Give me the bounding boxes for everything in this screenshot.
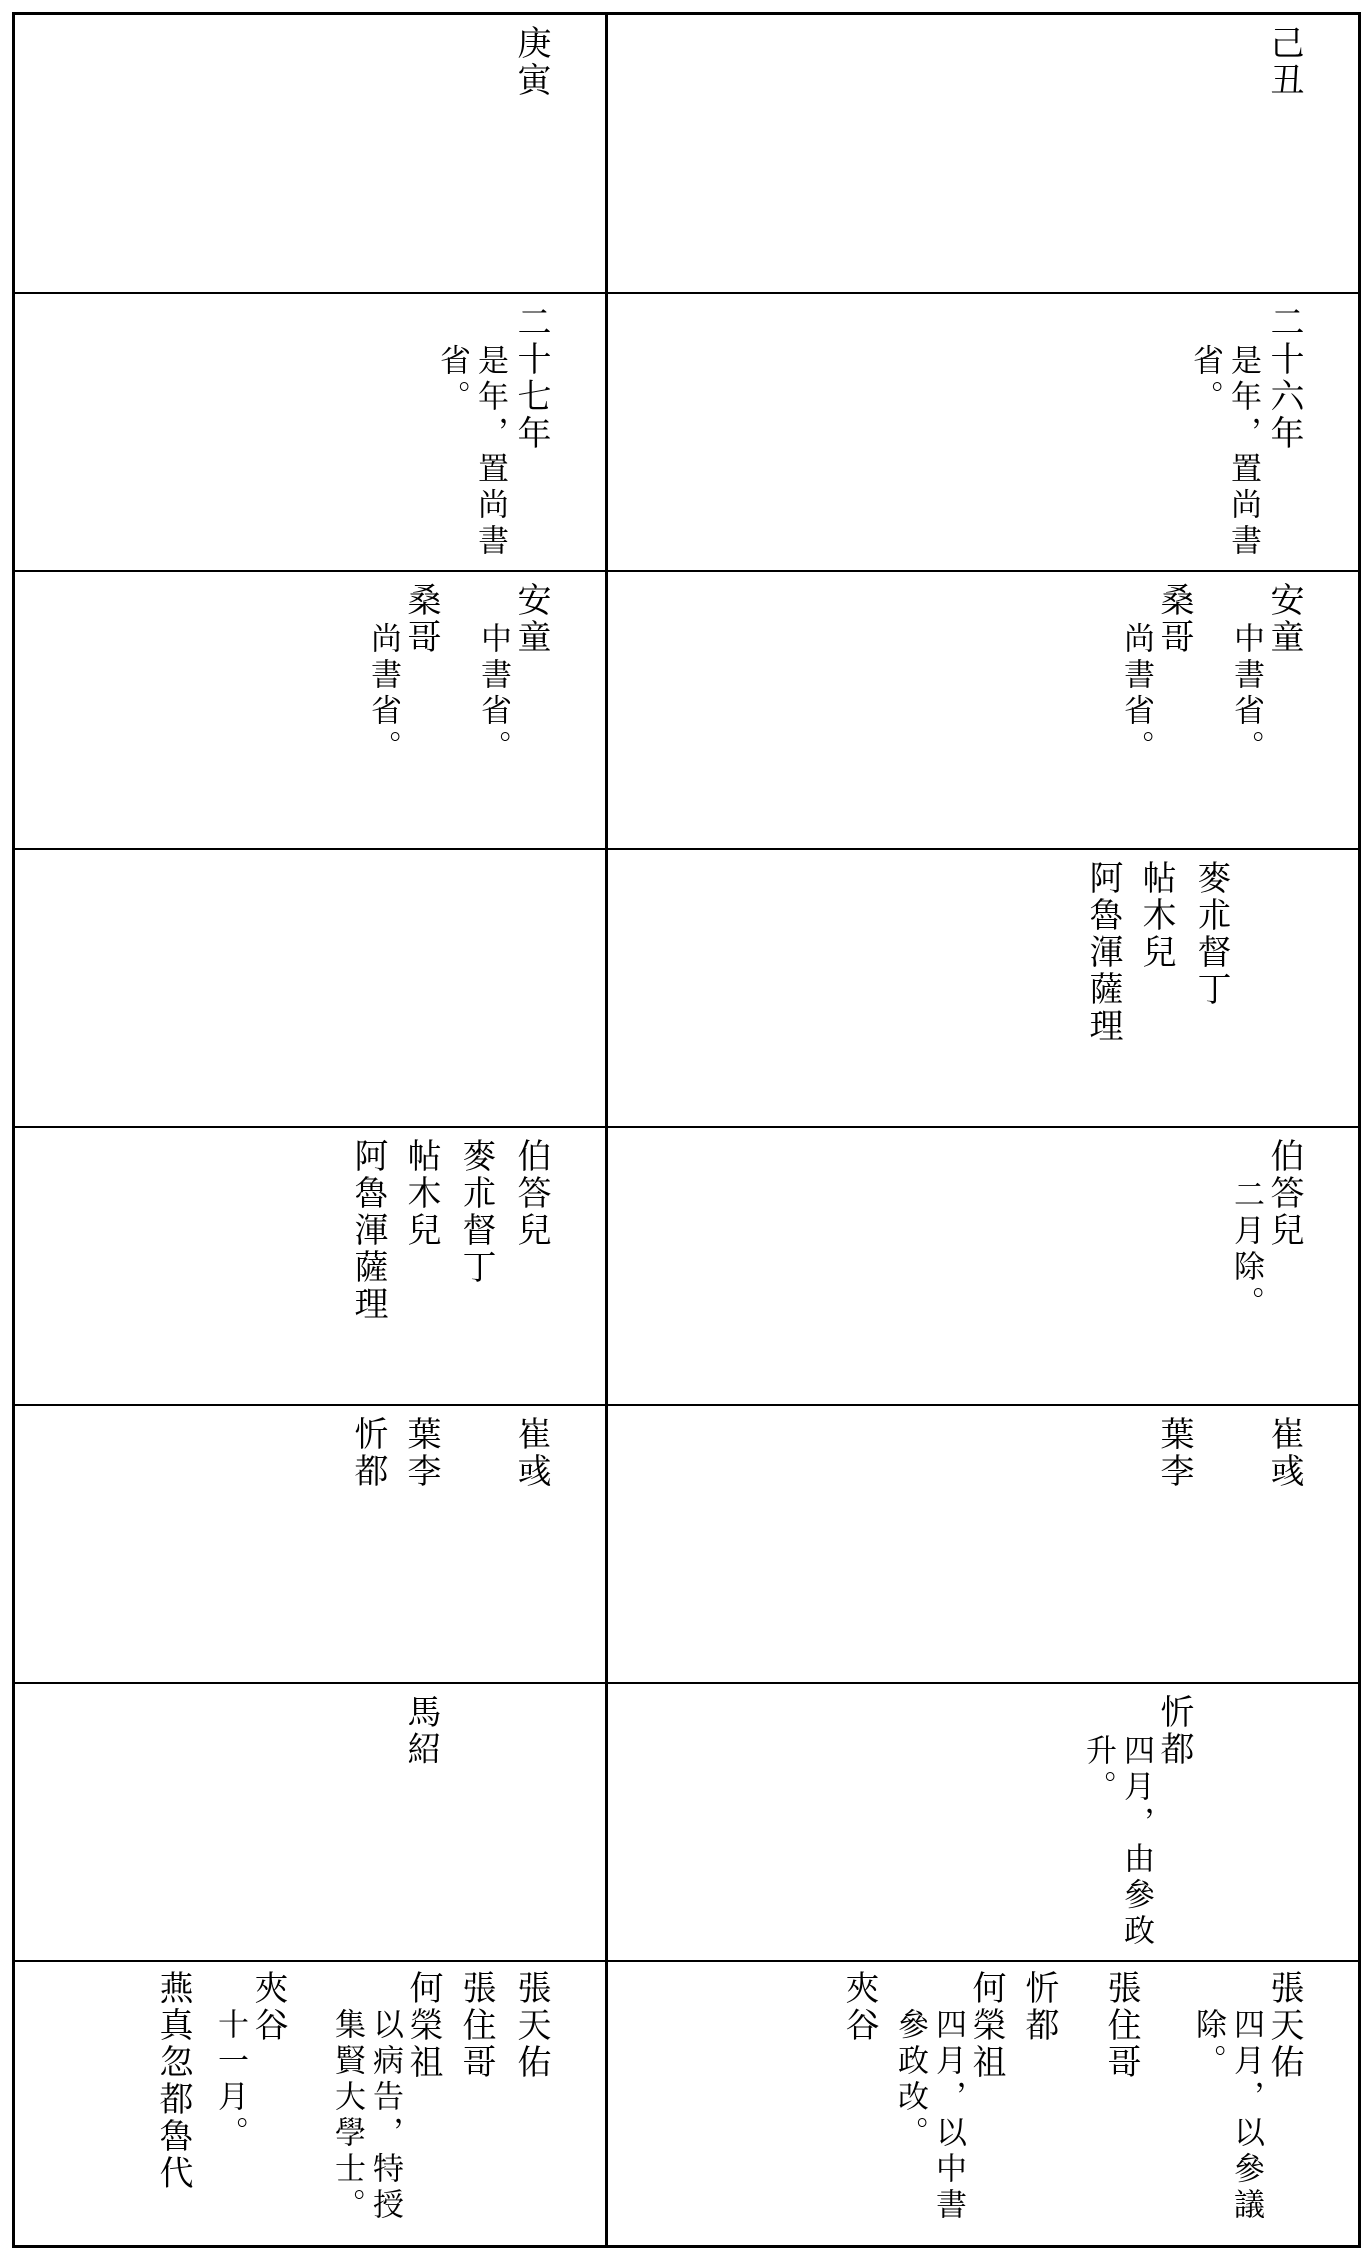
official-name: 張天佑 <box>511 1970 551 2081</box>
cell-left-year <box>15 15 605 292</box>
official-name: 阿魯渾薩理 <box>1083 860 1123 1045</box>
note-text: 省。 <box>1187 344 1223 416</box>
official-name: 葉李 <box>401 1416 441 1490</box>
official-note: 四月，以參議 <box>1228 2008 1264 2224</box>
official-name: 伯答兒 <box>1264 1138 1304 1249</box>
official-name: 張住哥 <box>1101 1970 1141 2081</box>
year-text: 庚寅 <box>511 25 551 99</box>
official-name: 忻都 <box>1019 1970 1059 2044</box>
official-note: 中書省。 <box>1228 622 1264 766</box>
cell-right-ministers-2 <box>608 1128 1358 1404</box>
official-name: 桑哥 <box>401 582 441 656</box>
cell-left-deputies <box>15 1406 605 1682</box>
official-name: 夾谷 <box>839 1970 879 2044</box>
official-name: 麥朮督丁 <box>456 1138 496 1286</box>
official-name: 馬紹 <box>401 1694 441 1768</box>
official-note: 四月，以中書 <box>930 2008 966 2224</box>
note-text: 是年，置尚書 <box>472 344 508 560</box>
official-name: 伯答兒 <box>511 1138 551 1249</box>
cell-right-year <box>608 15 1358 292</box>
official-name: 何榮祖 <box>403 1970 443 2081</box>
official-name: 崔彧 <box>511 1416 551 1490</box>
official-note: 除。 <box>1190 2008 1226 2080</box>
official-name: 夾谷 <box>248 1970 288 2044</box>
official-note: 二月除。 <box>1228 1178 1264 1322</box>
cell-right-ministers <box>608 850 1358 1126</box>
official-note: 尚書省。 <box>1118 622 1154 766</box>
official-name: 麥朮督丁 <box>1191 860 1231 1008</box>
official-note: 四月，由參政 <box>1118 1734 1154 1950</box>
note-text: 省。 <box>434 344 470 416</box>
official-name: 帖木兒 <box>1136 860 1176 971</box>
cell-right-councillors <box>608 1684 1358 1960</box>
reign-year: 二十七年 <box>511 304 551 452</box>
official-note: 集賢大學士。 <box>329 2008 365 2224</box>
official-name: 安童 <box>1264 582 1304 656</box>
year-text: 己丑 <box>1264 25 1304 99</box>
official-name: 桑哥 <box>1154 582 1194 656</box>
chronology-table <box>12 12 1361 2248</box>
official-note: 升。 <box>1080 1734 1116 1806</box>
cell-left-ministers <box>15 850 605 1126</box>
note-text: 是年，置尚書 <box>1225 344 1261 560</box>
official-note: 參政改。 <box>892 2008 928 2152</box>
cell-left-officials <box>15 1962 605 2248</box>
cell-right-chancellor <box>608 572 1358 848</box>
cell-right-officials <box>608 1962 1358 2248</box>
cell-right-reign <box>608 294 1358 570</box>
official-name: 張天佑 <box>1264 1970 1304 2081</box>
official-name: 安童 <box>511 582 551 656</box>
official-name: 張住哥 <box>456 1970 496 2081</box>
reign-year: 二十六年 <box>1264 304 1304 452</box>
official-name: 阿魯渾薩理 <box>348 1138 388 1323</box>
official-name: 忻都 <box>348 1416 388 1490</box>
official-name: 燕真忽都魯代 <box>153 1970 193 2192</box>
official-note: 以病告，特授 <box>367 2008 403 2224</box>
official-name: 葉李 <box>1154 1416 1194 1490</box>
cell-right-deputies <box>608 1406 1358 1682</box>
cell-left-reign <box>15 294 605 570</box>
official-name: 崔彧 <box>1264 1416 1304 1490</box>
official-name: 帖木兒 <box>401 1138 441 1249</box>
cell-left-ministers-2 <box>15 1128 605 1404</box>
cell-left-chancellor <box>15 572 605 848</box>
official-name: 何榮祖 <box>966 1970 1006 2081</box>
official-note: 中書省。 <box>475 622 511 766</box>
cell-left-councillors <box>15 1684 605 1960</box>
official-name: 忻都 <box>1154 1694 1194 1768</box>
official-note: 尚書省。 <box>365 622 401 766</box>
official-note: 十一月。 <box>212 2008 248 2152</box>
